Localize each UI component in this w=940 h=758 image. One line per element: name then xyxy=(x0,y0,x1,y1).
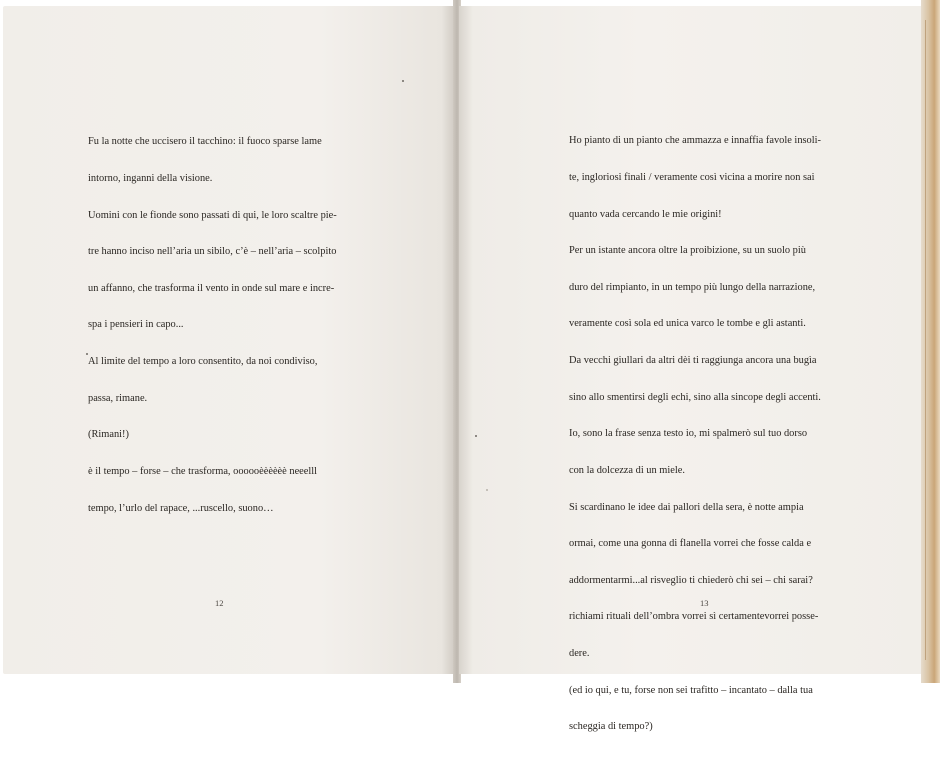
poem-line: addormentarmi...al risveglio ti chiederò chi sei – chi sarai? xyxy=(569,574,813,586)
poem-line: Per un istante ancora oltre la proibizione, su un suolo più xyxy=(569,245,806,257)
poem-line: veramente così sola ed unica varco le tombe e gli astanti. xyxy=(569,318,806,330)
poem-line: spa i pensieri in capo... xyxy=(88,319,184,331)
poem-line: Da vecchi giullari da altri dèi ti raggiunga ancora una bugìa xyxy=(569,355,817,367)
poem-line: è il tempo – forse – che trasforma, oooooèèèèèè neeelll xyxy=(88,465,318,477)
paper-speck xyxy=(402,80,404,82)
poem-line: sino allo smentirsi degli echi, sino alla sincope degli accenti. xyxy=(569,391,821,403)
left-page-poem xyxy=(88,112,337,539)
page-edge-line xyxy=(925,20,926,660)
poem-line: ormai, come una gonna di flanella vorrei che fosse calda e xyxy=(569,538,812,550)
paper-speck xyxy=(475,435,477,437)
poem-line: passa, rimane. xyxy=(88,392,148,404)
poem-line: duro del rimpianto, in un tempo più lungo della narrazione, xyxy=(569,281,816,293)
poem-line: dere. xyxy=(569,647,590,659)
poem-line: Io, sono la frase senza testo io, mi spalmerò sul tuo dorso xyxy=(569,428,808,440)
poem-line: scheggia di tempo?) xyxy=(569,721,653,733)
page-number-right: 13 xyxy=(700,598,709,608)
page-edges xyxy=(921,0,940,683)
poem-line: tempo, l’urlo del rapace, ...ruscello, suono… xyxy=(88,502,274,514)
poem-line: richiami rituali dell’ombra vorrei sì certamentevorrei posse- xyxy=(569,611,819,623)
poem-line: quanto vada cercando le mie origini! xyxy=(569,208,722,220)
poem-line: (ed io qui, e tu, forse non sei trafitto – incantato – dalla tua xyxy=(569,684,813,696)
poem-line: con la dolcezza di un miele. xyxy=(569,464,685,476)
poem-line: Al limite del tempo a loro consentito, da noi condiviso, xyxy=(88,356,318,368)
poem-line: Ho pianto di un pianto che ammazza e innaffia favole insoli- xyxy=(569,135,821,147)
poem-line: te, ingloriosi finali / veramente così vicina a morire non sai xyxy=(569,172,815,184)
poem-line: Uomini con le fionde sono passati di qui, le loro scaltre pie- xyxy=(88,209,337,221)
page-number-left: 12 xyxy=(215,598,224,608)
poem-line: Si scardinano le idee dai pallori della sera, è notte ampia xyxy=(569,501,804,513)
paper-speck xyxy=(486,489,488,491)
poem-line: tre hanno inciso nell’aria un sibilo, c’è – nell’aria – scolpito xyxy=(88,246,337,258)
poem-line: intorno, inganni della visione. xyxy=(88,173,213,185)
poem-line: (Rimani!) xyxy=(88,429,129,441)
poem-line: un affanno, che trasforma il vento in onde sul mare e incre- xyxy=(88,282,335,294)
right-page-poem xyxy=(569,111,821,758)
paper-speck xyxy=(86,353,88,355)
poem-line: Fu la notte che uccisero il tacchino: il fuoco sparse lame xyxy=(88,136,322,148)
